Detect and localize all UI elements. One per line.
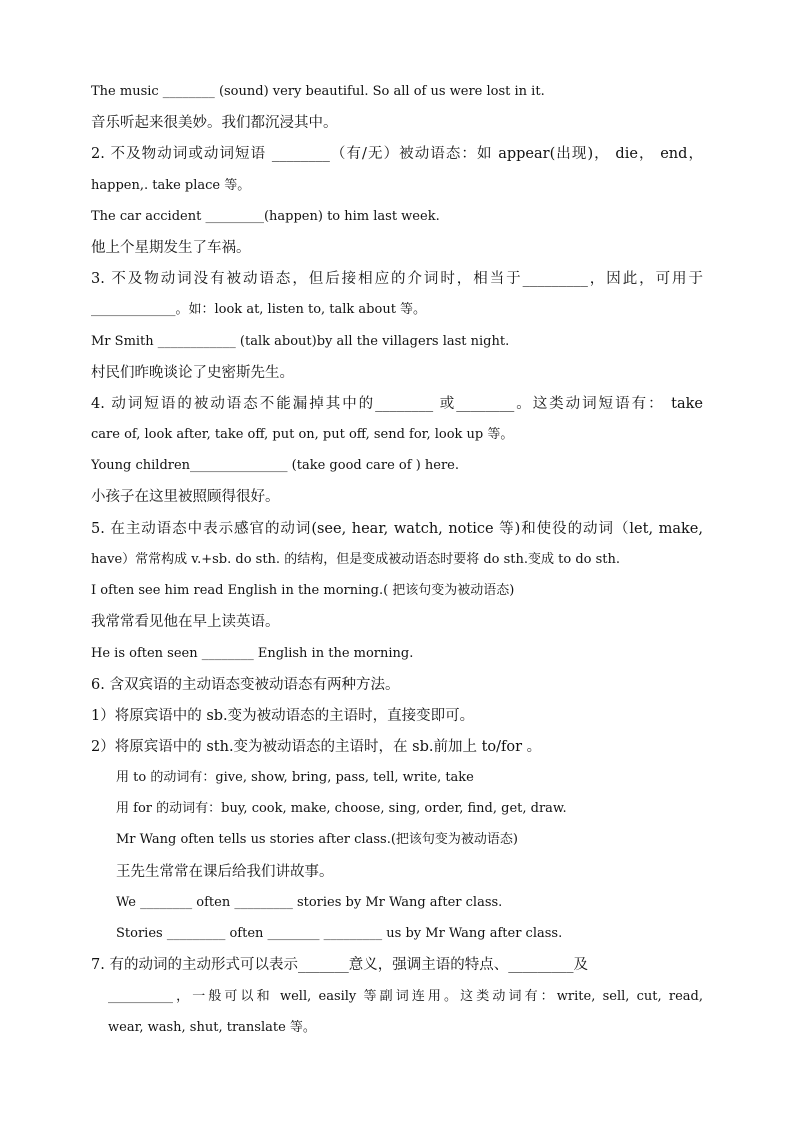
example-sentence-mr-wang: Mr Wang often tells us stories after class.(把该句变为被动语态) — [116, 832, 518, 847]
rule-5-heading: 5. 在主动语态中表示感官的动词(see, hear, watch, notice 等)和使役的动词（let, make, — [91, 521, 703, 537]
exercise-passive-stories: Stories _________ often ________ _________ us by Mr Wang after class. — [116, 926, 563, 941]
rule-7-verbs: wear, wash, shut, translate 等。 — [108, 1020, 316, 1035]
rule-6-method-1: 1）将原宾语中的 sb.变为被动语态的主语时，直接变即可。 — [91, 708, 475, 724]
example-sentence-car-accident: The car accident _________(happen) to him last week. — [91, 209, 440, 224]
rule-3-heading: 3. 不及物动词没有被动语态，但后接相应的介词时，相当于_________，因此，可用于 — [91, 271, 703, 287]
rule-2-heading: 2. 不及物动词或动词短语 ________（有/无）被动语态：如 appear(出现)， die， end， — [91, 146, 703, 162]
rule-7-heading: 7. 有的动词的主动形式可以表示_______意义，强调主语的特点、_________及 — [91, 957, 588, 973]
example-sentence-young-children: Young children_______________ (take good care of ) here. — [91, 458, 460, 473]
rule-4-continued: care of, look after, take off, put on, put off, send for, look up 等。 — [91, 427, 514, 442]
exercise-passive-we: We ________ often _________ stories by Mr Wang after class. — [116, 895, 503, 910]
translation-young-children: 小孩子在这里被照顾得很好。 — [91, 489, 280, 505]
translation-mr-smith: 村民们昨晚谈论了史密斯先生。 — [91, 365, 294, 381]
rule-6-method-2: 2）将原宾语中的 sth.变为被动语态的主语时，在 sb.前加上 to/for 。 — [91, 739, 542, 755]
rule-6-heading: 6. 含双宾语的主动语态变被动语态有两种方法。 — [91, 677, 400, 693]
translation-read-english: 我常常看见他在早上读英语。 — [91, 614, 280, 630]
rule-2-continued: happen,. take place 等。 — [91, 178, 251, 193]
example-sentence-music: The music ________ (sound) very beautiful. So all of us were lost in it. — [91, 84, 545, 99]
rule-7-continued: __________，一般可以和 well, easily 等副词连用。这类动词有：write, sell, cut, read, — [108, 989, 703, 1004]
rule-3-continued: _____________。如：look at, listen to, talk about 等。 — [91, 302, 427, 317]
verbs-with-to: 用 to 的动词有：give, show, bring, pass, tell, write, take — [116, 770, 474, 785]
example-sentence-mr-smith: Mr Smith ____________ (talk about)by all the villagers last night. — [91, 334, 510, 349]
example-sentence-read-english: I often see him read English in the morning.( 把该句变为被动语态) — [91, 583, 515, 598]
verbs-with-for: 用 for 的动词有：buy, cook, make, choose, sing, order, find, get, draw. — [116, 801, 567, 816]
translation-mr-wang: 王先生常常在课后给我们讲故事。 — [116, 864, 334, 880]
rule-4-heading: 4. 动词短语的被动语态不能漏掉其中的________ 或________。这类动词短语有： take — [91, 396, 703, 412]
translation-car-accident: 他上个星期发生了车祸。 — [91, 240, 251, 256]
rule-5-continued: have）常常构成 v.+sb. do sth. 的结构，但是变成被动语态时要将 do sth.变成 to do sth. — [91, 552, 621, 567]
translation-music: 音乐听起来很美妙。我们都沉浸其中。 — [91, 115, 338, 131]
exercise-passive-read-english: He is often seen ________ English in the morning. — [91, 646, 414, 661]
